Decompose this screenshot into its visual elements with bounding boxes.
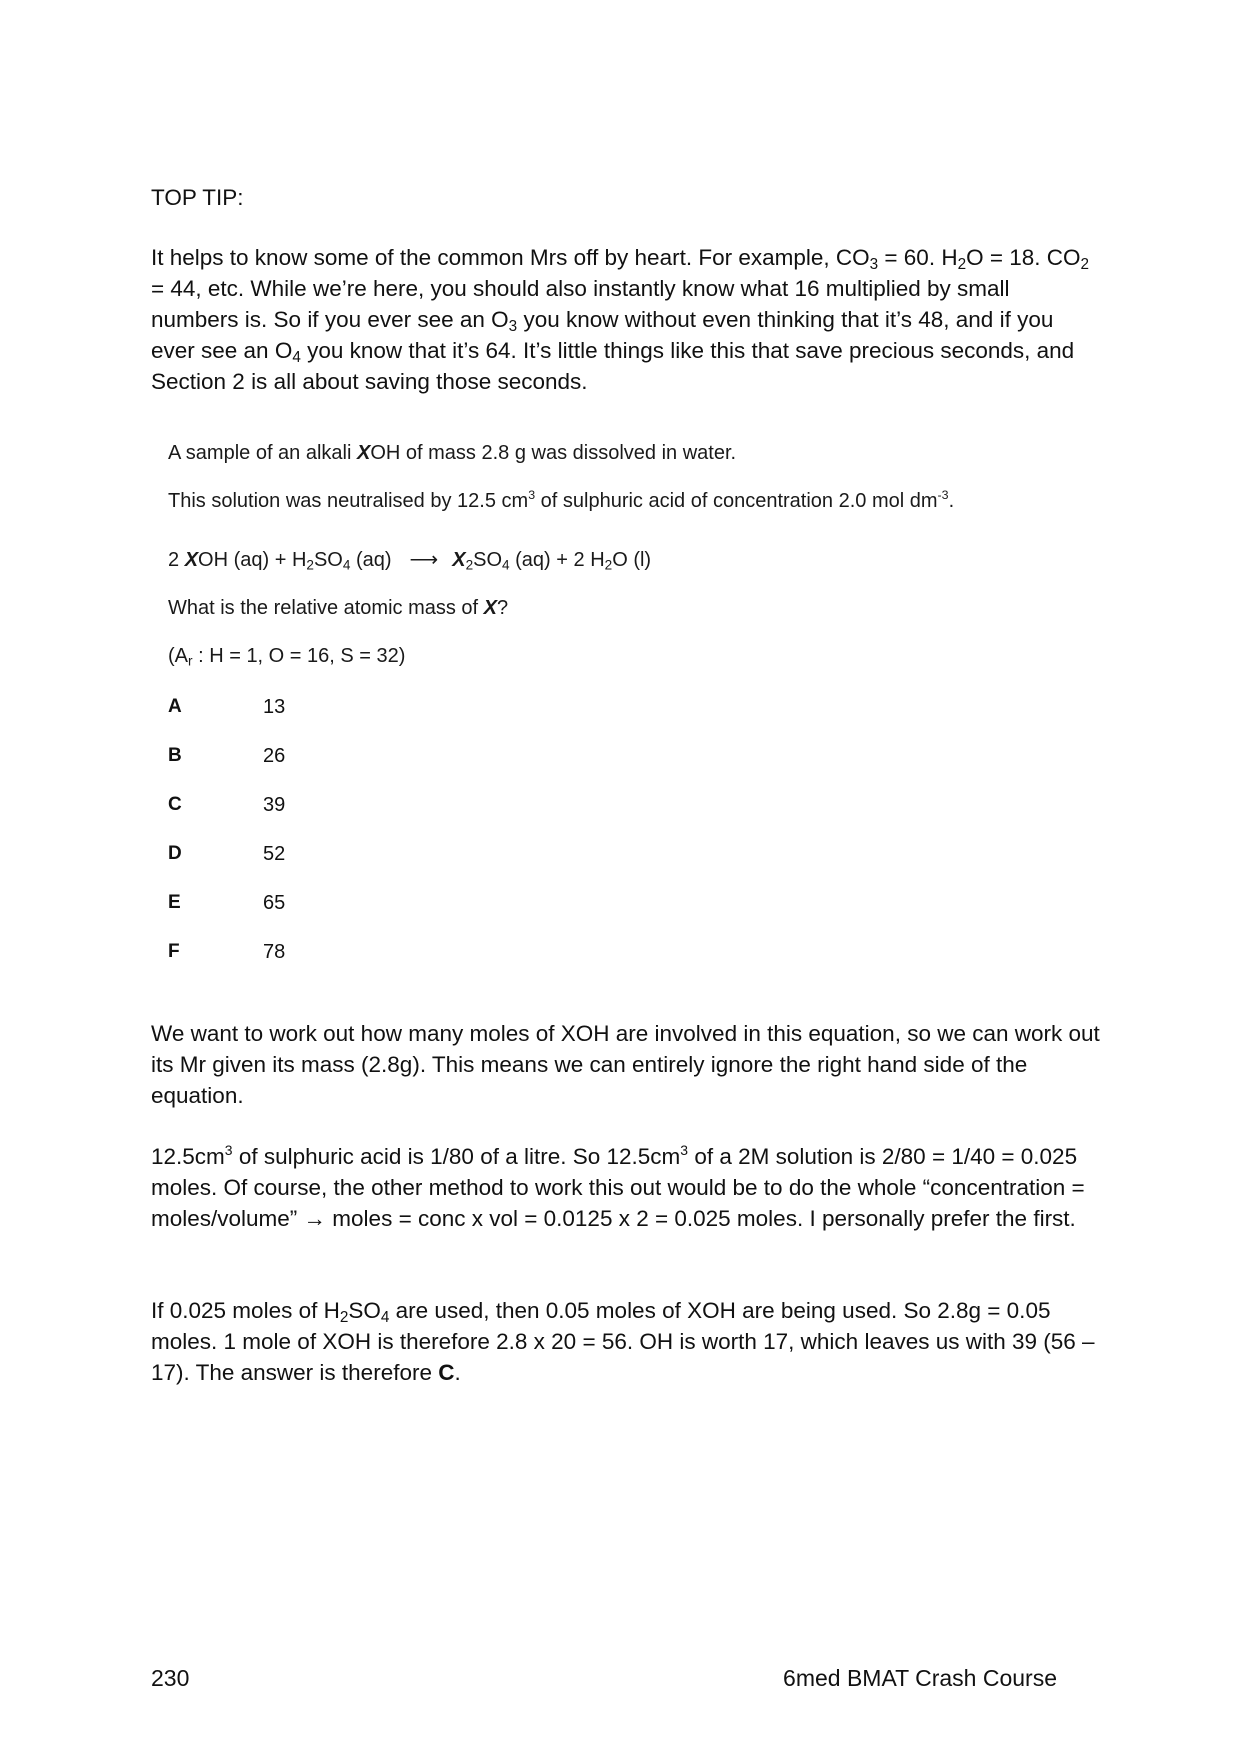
- footer-title: 6med BMAT Crash Course: [783, 1665, 1057, 1691]
- reaction-arrow-icon: ⟶: [409, 549, 439, 571]
- option-letter: E: [168, 892, 181, 913]
- page-number: 230: [151, 1665, 190, 1691]
- tip-paragraph: It helps to know some of the common Mrs off by heart. For example, $CO_3 = 60$. $H_2O = 18$. $CO_2 = 44$, etc. While we’re here, you should also instantly know what 16 multiplied by small numbers is. So if you ever see an $O_3$ you know without even thinking that it’s 48, and if you ever see an $O_4$ you know that it’s 64. It’s little things like this that save precious seconds, and Section 2 is all about saving those seconds.: [151, 245, 1090, 394]
- option-value: 78: [263, 941, 286, 963]
- option-value: 13: [263, 696, 286, 718]
- question-line-2: This solution was neutralised by 12.5 $cm^3$ of sulphuric acid of concentration 2.0 mol $dm^{-3}$.: [168, 487, 955, 512]
- option-letter: D: [168, 843, 182, 864]
- option-letter: A: [168, 696, 182, 717]
- top-tip-heading: TOP TIP:: [151, 185, 244, 210]
- solution-paragraph-2: $12.5cm^3$ of sulphuric acid is 1/80 of a litre. So $12.5cm^3$ of a 2M solution is 2/80 = 1/40 = 0.025 moles. Of course, the other method to work this out would be to do the whole “concentration = moles/volume” → moles = conc x vol = 0.0125 x 2 = 0.025 moles. I personally prefer the first.: [151, 1141, 1085, 1231]
- option-value: 52: [263, 843, 286, 865]
- option-letter: C: [168, 794, 182, 815]
- solution-paragraph-3: If 0.025 moles of $H_2SO_4$ are used, then 0.05 moles of XOH are being used. So 2.8g = 0.05 moles. 1 mole of XOH is therefore 2.8 x 20 = 56. OH is worth 17, which leaves us with 39 (56 – 17). The answer is therefore C.: [151, 1298, 1095, 1385]
- option-letter: B: [168, 745, 182, 766]
- question-prompt: What is the relative atomic mass of X?: [168, 597, 509, 619]
- question-line-1: A sample of an alkali XOH of mass 2.8 g was dissolved in water.: [168, 442, 737, 464]
- option-value: 39: [263, 794, 286, 816]
- answer-letter: C: [438, 1360, 455, 1385]
- relative-atomic-masses: ($A_r$ : H = 1, O = 16, S = 32): [168, 645, 406, 669]
- right-arrow-icon: →: [303, 1206, 327, 1231]
- option-letter: F: [168, 941, 180, 962]
- chemical-equation: 2 XOH $(aq) + H_2SO_4$ (aq) ⟶ $X_2SO_4$ (aq) + 2 $H_2O$ (l): [168, 549, 652, 573]
- option-value: 65: [263, 892, 286, 914]
- solution-paragraph-1: We want to work out how many moles of XOH are involved in this equation, so we can work out its Mr given its mass (2.8g). This means we can entirely ignore the right hand side of the equation.: [151, 1021, 1100, 1108]
- option-value: 26: [263, 745, 286, 767]
